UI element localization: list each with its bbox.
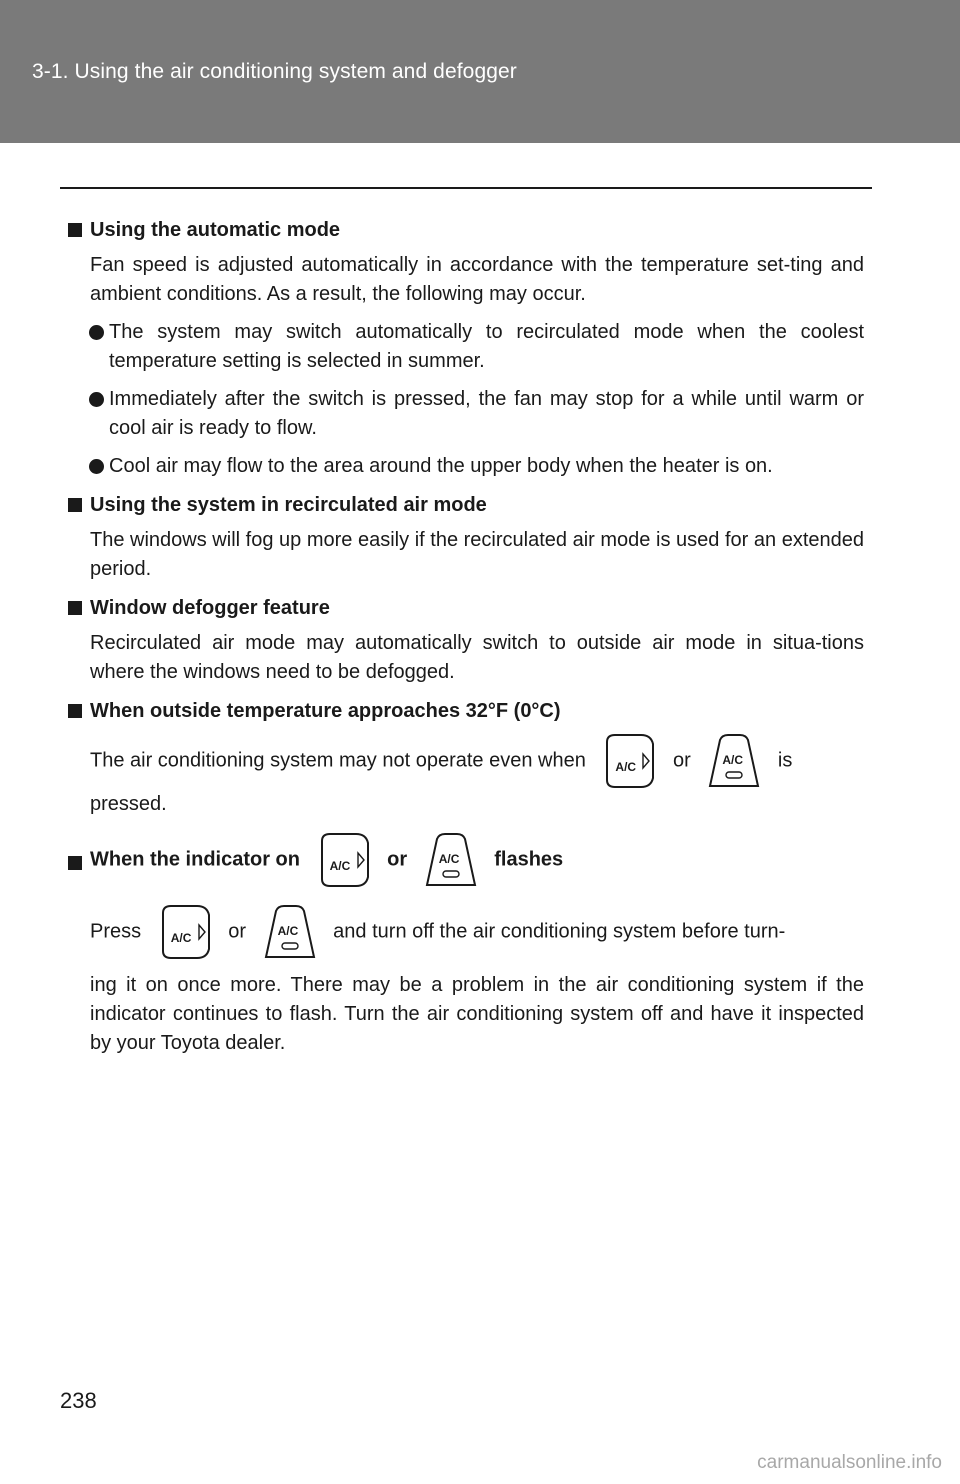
- page-header: [0, 0, 960, 143]
- section-recirculated-mode: [68, 491, 864, 584]
- section-indicator-flashes: [68, 831, 864, 1058]
- section-body: Recirculated air mode may automatically switch to outside air mode in situa-tions where the windows need to be defogged.: [90, 632, 864, 683]
- section-window-defogger: [68, 594, 864, 687]
- square-bullet-icon: [68, 856, 82, 870]
- page-number: 238: [60, 1388, 97, 1413]
- list-item: Cool air may flow to the area around the upper body when the heater is on.: [109, 452, 864, 481]
- square-bullet-icon: [68, 498, 82, 512]
- ac-center-button-icon: A/C: [423, 831, 479, 889]
- content-area: [68, 216, 864, 1068]
- ac-side-button-icon: A/C: [157, 903, 213, 961]
- section-body-continued: ing it on once more. There may be a problem in the air conditioning system if the indicator continues to flash. Turn the air conditioning system off and have it inspected by your Toyota dealer.: [90, 974, 864, 1054]
- list-item: Immediately after the switch is pressed, the fan may stop for a while until warm or cool air is ready to flow.: [109, 385, 864, 443]
- ac-center-button-icon: A/C: [706, 732, 762, 790]
- section-heading: When outside temperature approaches 32°F (0°C): [68, 697, 864, 726]
- square-bullet-icon: [68, 223, 82, 237]
- ac-side-button-icon: A/C: [601, 732, 657, 790]
- section-automatic-mode: [68, 216, 864, 481]
- list-item: The system may switch automatically to recirculated mode when the coolest temperature setting is selected in summer.: [109, 318, 864, 376]
- section-body: The windows will fog up more easily if the recirculated air mode is used for an extended period.: [90, 529, 864, 580]
- watermark: carmanualsonline.info: [757, 1452, 942, 1473]
- section-heading: Window defogger feature: [68, 594, 864, 623]
- round-bullet-icon: [89, 459, 104, 474]
- section-heading: When the indicator on A/C or A/C flashes: [68, 831, 864, 889]
- ac-side-button-icon: A/C: [316, 831, 372, 889]
- section-outside-temperature: [68, 697, 864, 819]
- section-title: 3-1. Using the air conditioning system and defogger: [32, 60, 517, 83]
- round-bullet-icon: [89, 325, 104, 340]
- section-heading: Using the system in recirculated air mode: [68, 491, 864, 520]
- ac-center-button-icon: A/C: [262, 903, 318, 961]
- square-bullet-icon: [68, 601, 82, 615]
- square-bullet-icon: [68, 704, 82, 718]
- divider: [60, 187, 872, 189]
- section-body: Fan speed is adjusted automatically in accordance with the temperature set-ting and ambient conditions. As a result, the following may occur.: [90, 254, 864, 305]
- section-body: Press A/C or A/C and turn off the air conditioning system before turn- ing it on once more. There may be a problem in the air conditioning system if the indicator continues to flash. Turn the air conditioning system off and have it inspected by your Toyota dealer.: [90, 903, 864, 1058]
- section-heading: Using the automatic mode: [68, 216, 864, 245]
- round-bullet-icon: [89, 392, 104, 407]
- section-body: The air conditioning system may not operate even when A/C or A/C is pressed.: [90, 732, 864, 819]
